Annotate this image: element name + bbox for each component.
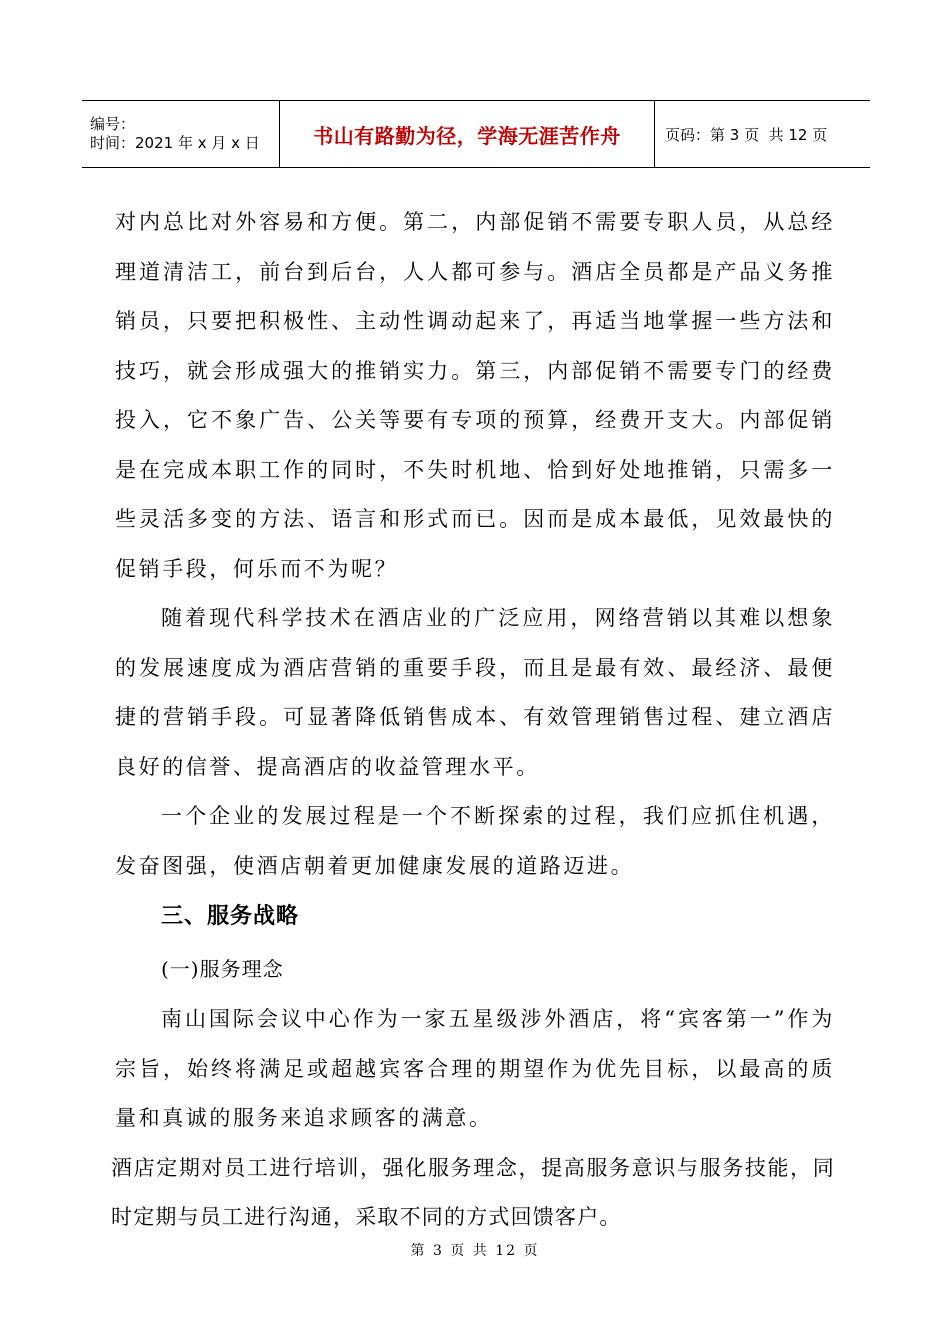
subsection-heading: (一)服务理念 xyxy=(161,957,284,981)
header-page-info: 页码：第 3 页 共 12 页 xyxy=(665,125,828,144)
header-motto-cell xyxy=(280,101,655,167)
document-body xyxy=(111,198,835,1243)
header-page-cell xyxy=(655,101,870,167)
body-paragraph: 南山国际会议中心作为一家五星级涉外酒店，将“宾客第一”作为宗旨，始终将满足或超越宾客合理的期望作为优先目标，以最高的质量和真诚的服务来追求顾客的满意。 xyxy=(115,1007,835,1130)
header-motto: 书山有路勤为径，学海无涯苦作舟 xyxy=(313,123,621,148)
document-date-label: 时间：2021 年 x 月 x 日 xyxy=(90,134,260,152)
body-paragraph: 对内总比对外容易和方便。第二，内部促销不需要专职人员，从总经理道清洁工，前台到后台，人人都可参与。酒店全员都是产品义务推销员，只要把积极性、主动性调动起来了，再适当地掌握一些方法和技巧，就会形成强大的推销实力。第三，内部促销不需要专门的经费投入，它不象广告、公关等要有专项的预算，经费开支大。内部促销是在完成本职工作的同时，不失时机地、恰到好处地推销，只需多一些灵活多变的方法、语言和形式而已。因而是成本最低，见效最快的促销手段，何乐而不为呢？ xyxy=(115,210,835,581)
page-footer xyxy=(0,1240,950,1260)
section-heading: 三、服务战略 xyxy=(161,904,300,929)
body-paragraph: 一个企业的发展过程是一个不断探索的过程，我们应抓住机遇，发奋图强，使酒店朝着更加健康发展的道路迈进。 xyxy=(115,804,835,878)
document-number-label: 编号： xyxy=(90,115,136,133)
page-header xyxy=(82,100,870,168)
body-paragraph: 酒店定期对员工进行培训，强化服务理念，提高服务意识与服务技能，同时定期与员工进行沟通，采取不同的方式回馈客户。 xyxy=(111,1155,835,1229)
body-paragraph: 随着现代科学技术在酒店业的广泛应用，网络营销以其难以想象的发展速度成为酒店营销的重要手段，而且是最有效、最经济、最便捷的营销手段。可显著降低销售成本、有效管理销售过程、建立酒店良好的信誉、提高酒店的收益管理水平。 xyxy=(115,606,835,779)
footer-page-number: 第 3 页 共 12 页 xyxy=(410,1243,540,1259)
header-meta-cell xyxy=(82,101,280,167)
